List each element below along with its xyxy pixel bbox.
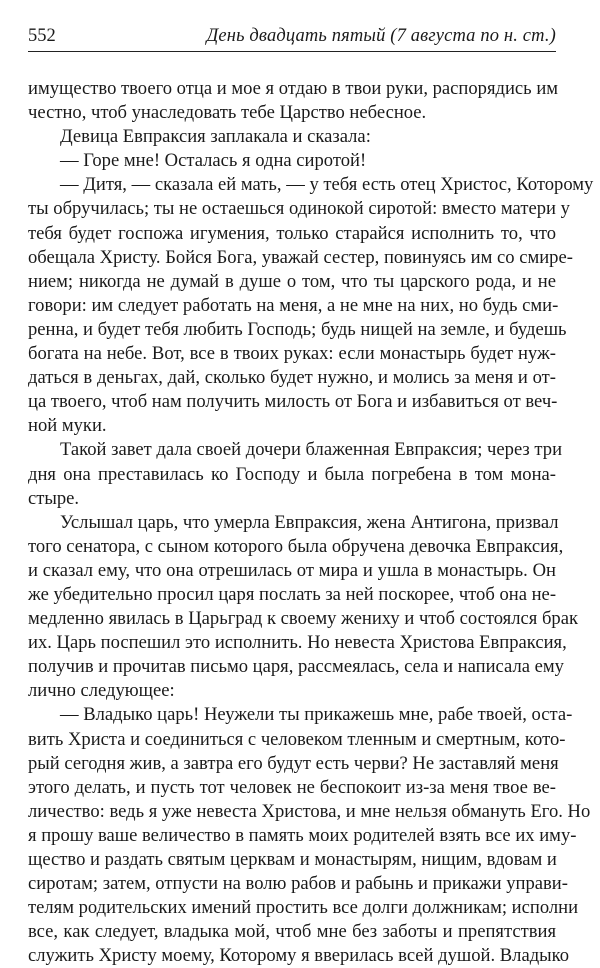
text-line: же убедительно просил царя послать за ней поскорее, чтоб она не- — [28, 583, 557, 605]
text-line: лично следующее: — [28, 680, 175, 702]
text-line: их. Царь поспешил это исполнить. Но невеста Христова Евпраксия, — [28, 632, 567, 654]
running-head — [28, 25, 556, 52]
text-line: — Горе мне! Осталась я одна сиротой! — [60, 150, 367, 172]
text-line: того сенатора, с сыном которого была обручена девочка Евпраксия, — [28, 535, 564, 557]
text-line: — Дитя, — сказала ей мать, — у тебя есть отец Христос, Которому — [60, 174, 594, 196]
text-line: стыре. — [28, 487, 80, 509]
text-line: тебя будет госпожа игумения, только старайся исполнить то, что — [28, 222, 556, 244]
text-line: служить Христу моему, Которому я вверилась всей душой. Владыко — [28, 945, 570, 967]
text-line: нием; никогда не думай в душе о том, что ты царского рода, и не — [28, 270, 556, 292]
text-line: честно, чтоб унаследовать тебе Царство небесное. — [28, 102, 427, 124]
text-line: все, как следует, владыка мой, чтоб мне без заботы и препятствия — [28, 921, 556, 943]
text-line: щество и раздать святым церквам и монастырям, нищим, вдовам и — [28, 849, 557, 870]
text-line: обещала Христу. Бойся Бога, уважай сестер, повинуясь им со смире- — [28, 246, 573, 268]
text-line: имущество твоего отца и мое я отдаю в твои руки, распорядись им — [28, 78, 559, 99]
text-line: ной муки. — [28, 415, 107, 437]
text-line: богата на небе. Вот, все в твоих руках: если монастырь будет нуж- — [28, 343, 556, 365]
page-number: 552 — [28, 26, 56, 46]
text-line: и сказал ему, что она отрешилась от мира и ушла в монастырь. Он — [28, 559, 556, 581]
text-line: этого делать, и пусть тот человек не беспокоит из-за меня твое ве- — [28, 776, 556, 798]
running-title: День двадцать пятый (7 августа по н. ст.) — [206, 26, 556, 46]
text-line: Такой завет дала своей дочери блаженная Евпраксия; через три — [60, 439, 563, 461]
text-line: даться в деньгах, дай, сколько будет нужно, и молись за меня и от- — [28, 367, 556, 389]
text-line: ца твоего, чтоб нам получить милость от Бога и избавиться от веч- — [28, 391, 558, 413]
text-line: Услышал царь, что умерла Евпраксия, жена Антигона, призвал — [60, 511, 559, 533]
text-line: говори: им следует работать на меня, а не мне на них, но будь сми- — [28, 294, 559, 316]
text-line: дня она преставилась ко Господу и была погребена в том мона- — [28, 463, 556, 485]
text-line: рый сегодня жив, а завтра его будут есть черви? Не заставляй меня — [28, 752, 559, 774]
text-line: Девица Евпраксия заплакала и сказала: — [60, 126, 371, 148]
body-text — [28, 77, 594, 968]
text-line: сиротам; затем, отпусти на волю рабов и рабынь и прикажи управи- — [28, 873, 568, 895]
text-line: получив и прочитав письмо царя, рассмеялась, села и написала ему — [28, 656, 564, 678]
text-line: ты обручилась; ты не остаешься одинокой сиротой: вместо матери у — [28, 198, 570, 220]
text-line: личество: ведь я уже невеста Христова, и мне нельзя обмануть Его. Но — [28, 800, 591, 822]
text-line: я прошу ваше величество в память моих родителей взять все их иму- — [28, 824, 577, 846]
text-line: — Владыко царь! Неужели ты прикажешь мне, рабе твоей, оста- — [60, 704, 573, 726]
text-line: медленно явилась в Царьград к своему жениху и чтоб состоялся брак — [28, 608, 578, 630]
text-line: телям родительских имений простить все долги должникам; исполни — [28, 897, 579, 919]
text-line: ренна, и будет тебя любить Господь; будь нищей на земле, и будешь — [28, 318, 567, 340]
text-line: вить Христа и соединиться с человеком тленным и смертным, кото- — [28, 728, 566, 750]
